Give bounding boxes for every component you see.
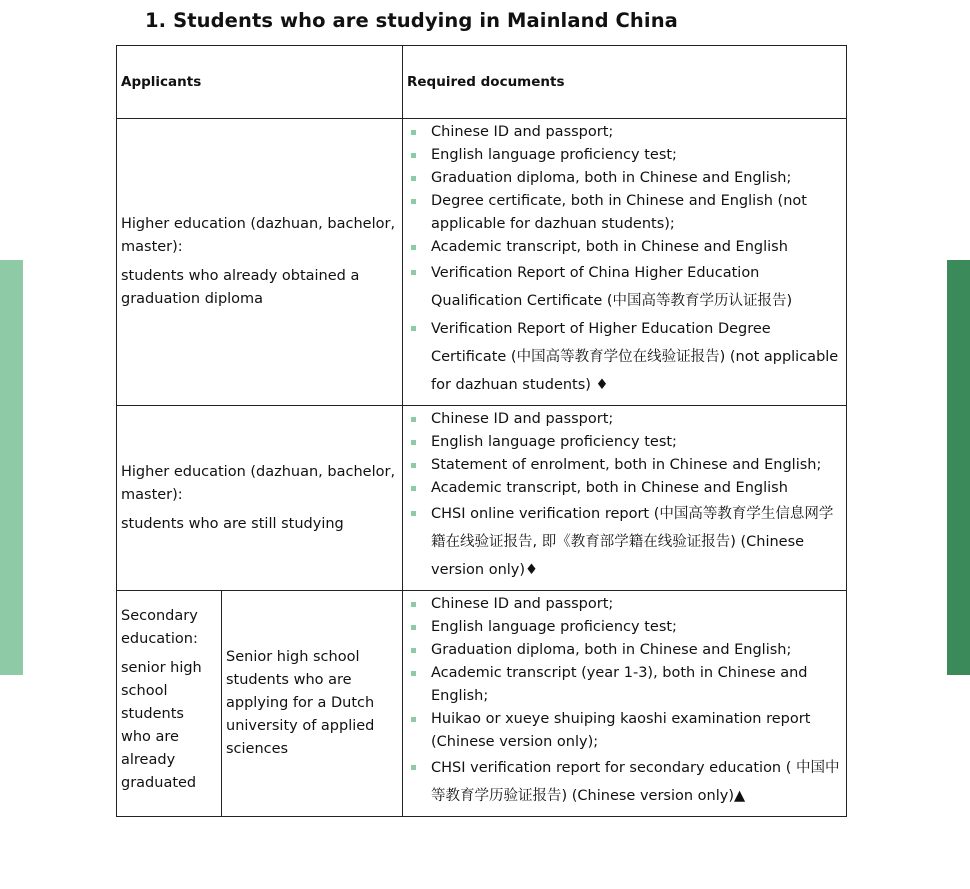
list-item: CHSI verification report for secondary education ( 中国中等教育学历验证报告) (Chinese version only)▲ [407, 754, 842, 810]
header-required-documents: Required documents [403, 46, 847, 119]
applicant-status: students who already obtained a graduation diploma [121, 268, 360, 307]
table-row [117, 406, 847, 591]
header-applicants: Applicants [117, 46, 403, 119]
applicant-cell [117, 406, 403, 591]
left-accent-bar [0, 260, 23, 675]
applicant-category: Higher education (dazhuan, bachelor, master): [121, 463, 396, 503]
documents-cell [403, 406, 847, 591]
section-heading: 1. Students who are studying in Mainland China [145, 9, 678, 32]
list-item: Academic transcript, both in Chinese and English [407, 236, 842, 259]
documents-cell [403, 591, 847, 817]
table-row [117, 591, 847, 817]
list-item: Academic transcript, both in Chinese and English [407, 477, 842, 500]
list-item: English language proficiency test; [407, 144, 842, 167]
applicant-category: Higher education (dazhuan, bachelor, master): [121, 216, 396, 255]
list-item: Statement of enrolment, both in Chinese and English; [407, 454, 842, 477]
applicant-status: students who are still studying [121, 515, 344, 532]
list-item: Chinese ID and passport; [407, 593, 842, 616]
applicant-subgroup-cell: Senior high school students who are applying for a Dutch university of applied sciences [222, 591, 403, 817]
table-row [117, 119, 847, 406]
documents-cell [403, 119, 847, 406]
list-item: Huikao or xueye shuiping kaoshi examination report (Chinese version only); [407, 708, 842, 754]
list-item: CHSI online verification report (中国高等教育学生信息网学籍在线验证报告, 即《教育部学籍在线验证报告) (Chinese version only)♦ [407, 500, 842, 584]
list-item: Academic transcript (year 1-3), both in Chinese and English; [407, 662, 842, 708]
list-item: Graduation diploma, both in Chinese and English; [407, 167, 842, 190]
applicant-status: senior high school students who are already graduated [121, 660, 202, 791]
list-item: Verification Report of China Higher Education Qualification Certificate (中国高等教育学历认证报告) [407, 259, 842, 315]
applicant-cell [117, 119, 403, 406]
list-item: Chinese ID and passport; [407, 121, 842, 144]
list-item: Verification Report of Higher Education Degree Certificate (中国高等教育学位在线验证报告) (not applicable for dazhuan students) ♦ [407, 315, 842, 399]
list-item: English language proficiency test; [407, 431, 842, 454]
table-header-row [117, 46, 847, 119]
list-item: English language proficiency test; [407, 616, 842, 639]
list-item: Chinese ID and passport; [407, 408, 842, 431]
required-documents-table [116, 45, 847, 817]
list-item: Graduation diploma, both in Chinese and English; [407, 639, 842, 662]
education-level: Secondary education: [121, 608, 198, 647]
list-item: Degree certificate, both in Chinese and English (not applicable for dazhuan students); [407, 190, 842, 236]
right-accent-bar [947, 260, 970, 675]
education-level-cell [117, 591, 222, 817]
